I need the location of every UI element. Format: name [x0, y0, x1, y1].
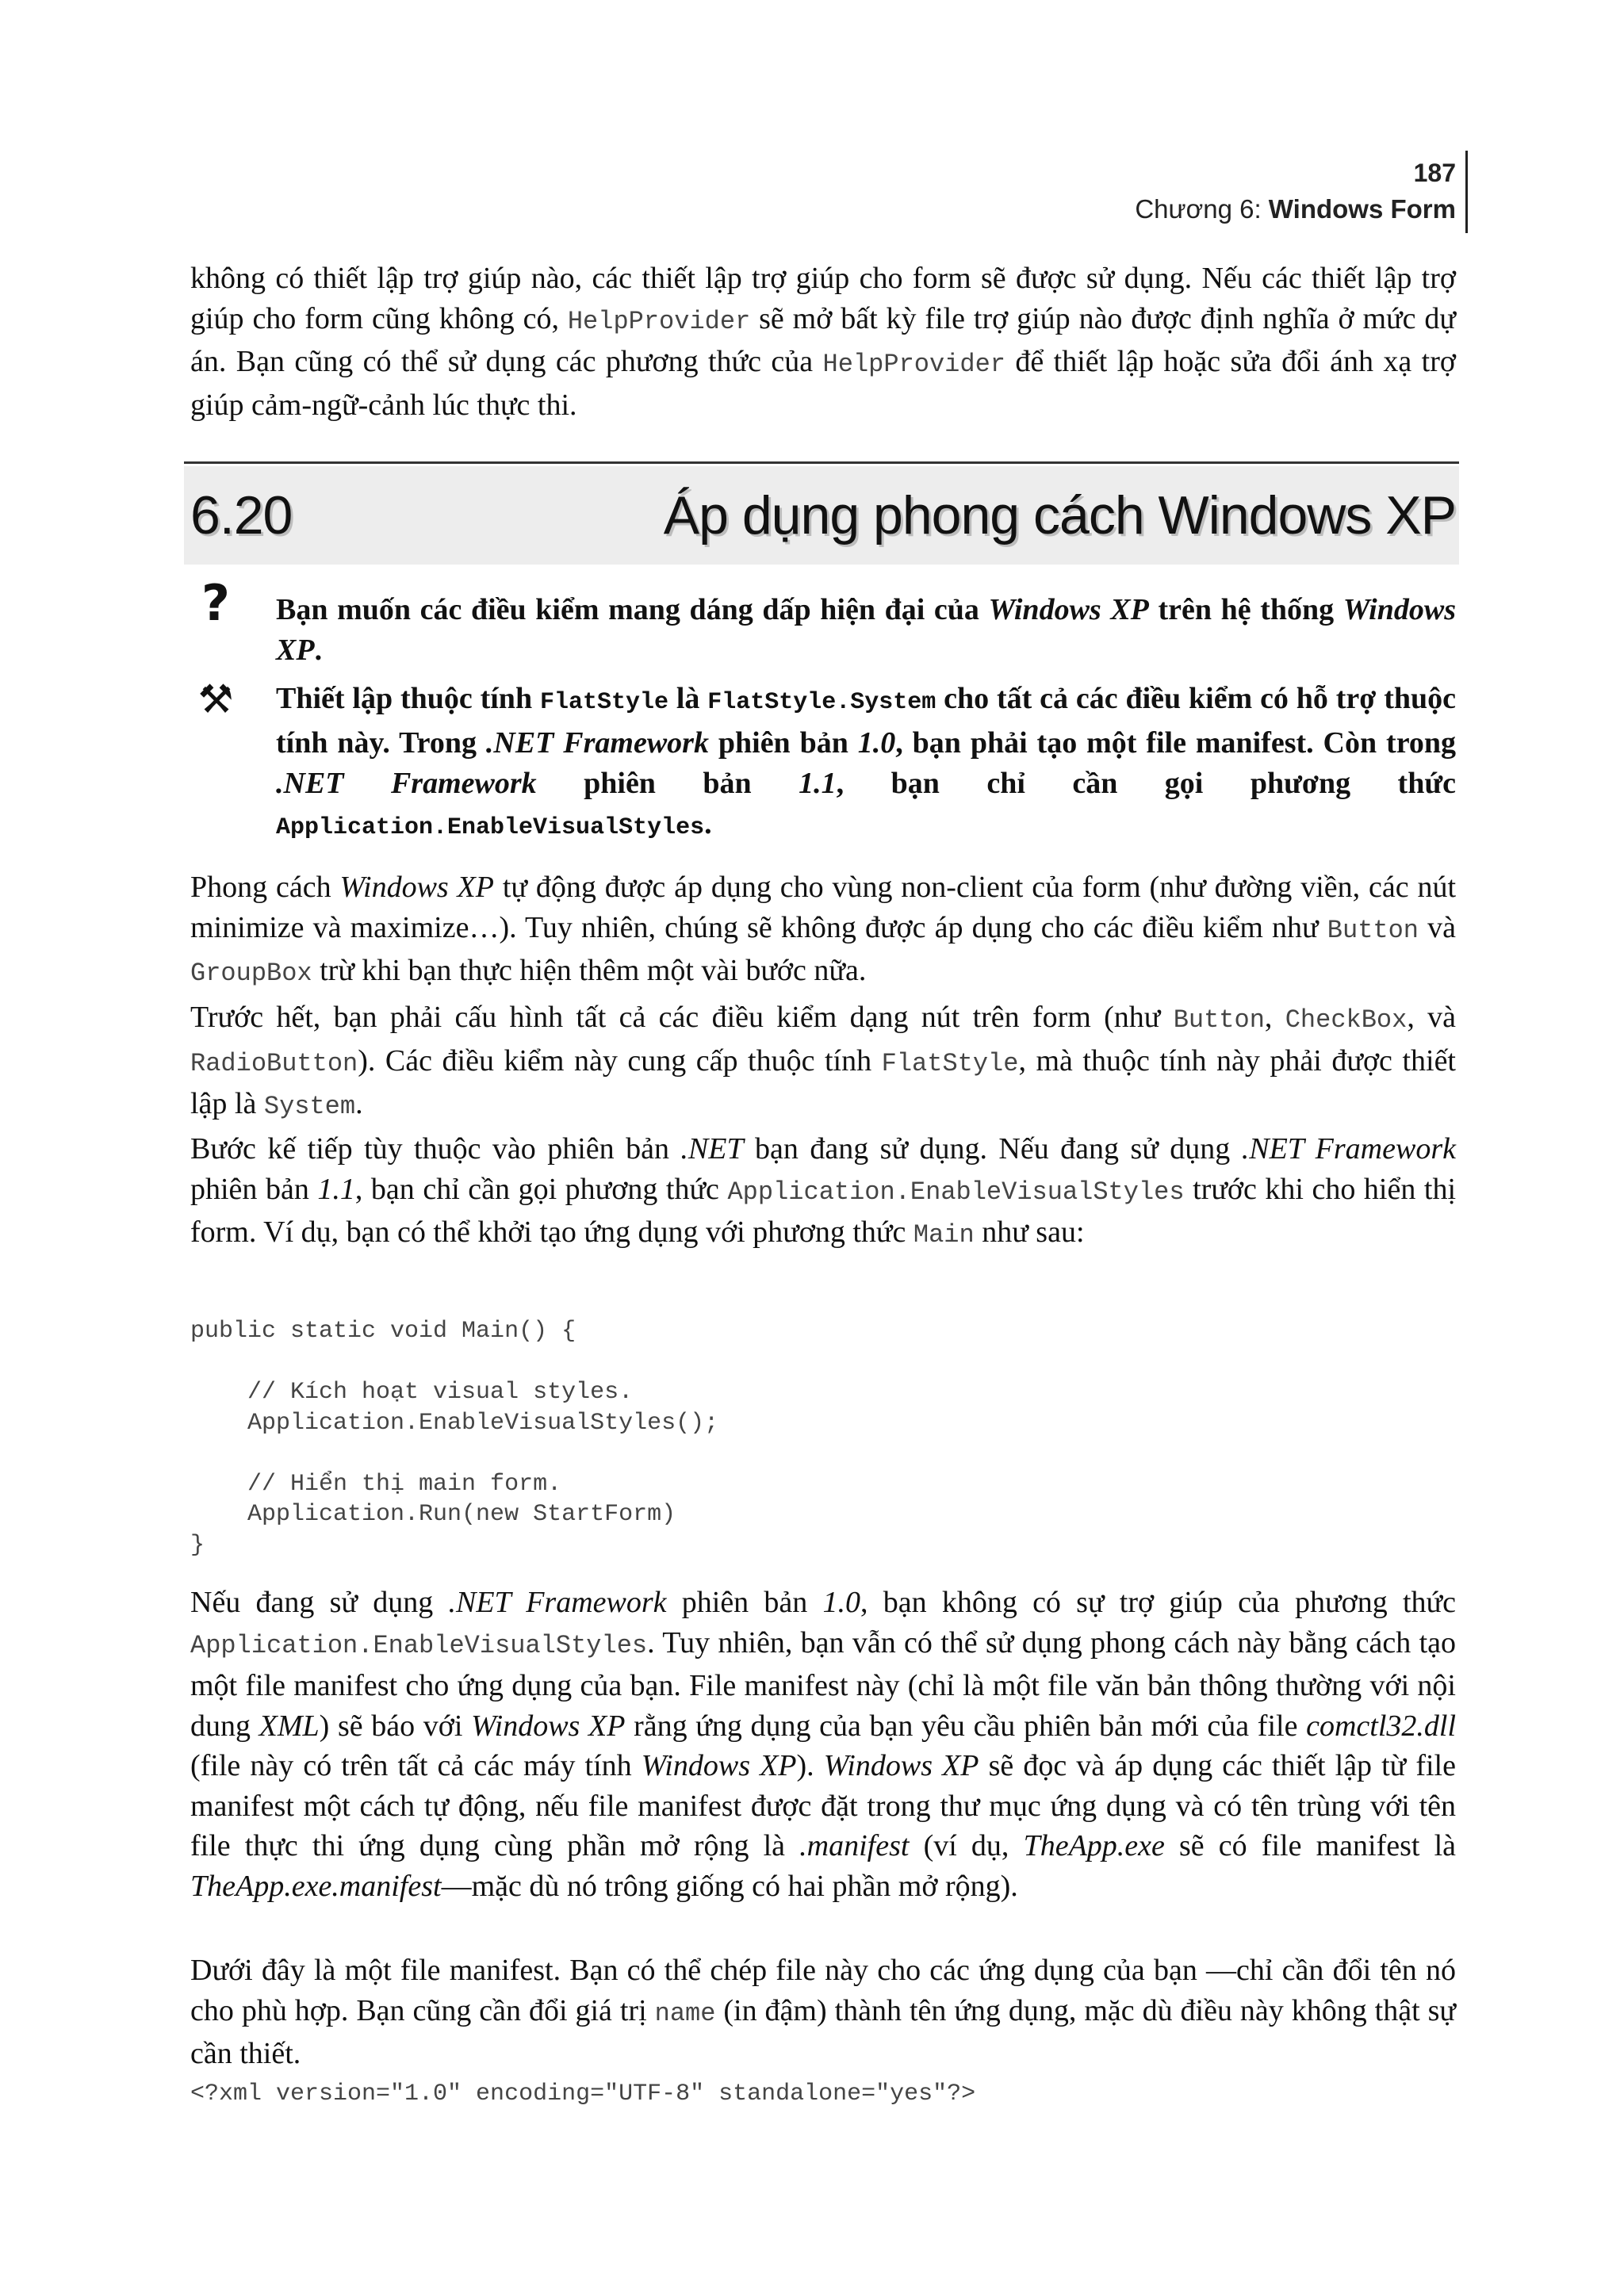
inline-code: FlatStyle.System: [707, 689, 936, 716]
text: .: [314, 634, 323, 667]
emphasis: Windows XP: [823, 1749, 979, 1782]
section-top-rule: [184, 461, 1459, 464]
header-divider: [1465, 151, 1468, 233]
text: trừ khi bạn thực hiện thêm một vài bước nữa.: [312, 954, 867, 987]
body-paragraph-5: [190, 1950, 1456, 2074]
text: , và: [1407, 1001, 1456, 1034]
emphasis: .NET Framework: [485, 726, 709, 760]
inline-code: name: [654, 1998, 716, 2028]
text: , bạn chỉ cần gọi phương thức: [354, 1172, 728, 1206]
text: rằng ứng dụng của bạn yêu cầu phiên bản mới của file: [625, 1709, 1307, 1743]
inline-code: FlatStyle: [881, 1048, 1019, 1078]
emphasis: 1.0: [857, 726, 896, 760]
emphasis: 1.1: [799, 767, 837, 800]
inline-code: RadioButton: [190, 1048, 358, 1078]
text: (ví dụ,: [909, 1829, 1024, 1862]
text: Bước kế tiếp tùy thuộc vào phiên bản: [190, 1132, 681, 1166]
inline-code: Main: [913, 1220, 975, 1250]
emphasis: Windows XP: [471, 1709, 626, 1743]
text: và: [1419, 910, 1456, 944]
chapter-prefix: Chương 6:: [1135, 194, 1269, 224]
running-header: [1135, 155, 1456, 228]
inline-code: Button: [1173, 1005, 1265, 1035]
emphasis: 1.1: [317, 1172, 355, 1206]
inline-code: HelpProvider: [822, 350, 1005, 379]
text: , bạn chỉ cần gọi phương thức: [836, 767, 1456, 800]
text: phiên bản: [666, 1586, 823, 1619]
text: sẽ đọc và áp dụng các thiết lập từ file manifest một cách tự động, nếu file manifest được đặt trong thư mục ứng dụng và có tên trùng với tên file thực thi ứng dụng cùng phần mở rộng là: [190, 1749, 1456, 1862]
text: (in đậm) thành tên ứng dụng, mặc dù điều này không thật sự cần thiết.: [190, 1993, 1456, 2070]
text: , bạn phải tạo một file manifest. Còn trong: [895, 726, 1457, 760]
emphasis: .NET: [680, 1132, 744, 1166]
text: cho tất cả các điều kiểm có hỗ trợ thuộc tính này. Trong: [276, 682, 1456, 760]
emphasis: Windows XP: [641, 1749, 797, 1782]
text: ). Các điều kiểm này cung cấp thuộc tính: [358, 1043, 882, 1078]
emphasis: .manifest: [799, 1829, 910, 1862]
text: Nếu đang sử dụng: [190, 1586, 449, 1619]
emphasis: .NET Framework: [1241, 1132, 1456, 1166]
inline-code: Button: [1327, 915, 1419, 945]
text: phiên bản: [536, 767, 799, 800]
solution-statement: [276, 679, 1456, 848]
text: ).: [796, 1749, 824, 1782]
text: như sau:: [974, 1215, 1085, 1249]
inline-code: Application.EnableVisualStyles: [190, 1630, 648, 1660]
body-paragraph-3: [190, 1129, 1456, 1256]
text: ,: [1264, 1001, 1285, 1034]
question-mark-icon: ?: [201, 574, 230, 632]
text: phiên bản: [708, 726, 858, 760]
code-block-manifest: <?xml version="1.0" encoding="UTF-8" standalone="yes"?>: [190, 2081, 976, 2107]
chapter-name: Windows Form: [1268, 194, 1456, 224]
text: sẽ mở bất kỳ file trợ giúp nào được định nghĩa ở mức dự án. Bạn cũng có thể sử dụng các phương thức của: [190, 301, 1456, 378]
section-number: 6.20: [190, 485, 293, 545]
emphasis: TheApp.exe: [1023, 1829, 1165, 1862]
code-block-main: public static void Main() { // Kích hoạt visual styles. Application.EnableVisualStyles(); // Hiển thị main form. Application.Run(new StartForm) }: [190, 1318, 719, 1559]
text: Bạn muốn các điều kiểm mang dáng dấp hiện đại của: [276, 593, 989, 626]
emphasis: Windows XP: [988, 593, 1149, 626]
text: ) sẽ báo với: [319, 1709, 472, 1743]
emphasis: 1.0: [822, 1586, 861, 1619]
emphasis: comctl32.dll: [1306, 1709, 1456, 1743]
text: sẽ có file manifest là: [1164, 1829, 1456, 1862]
page-number: 187: [1413, 159, 1456, 187]
body-paragraph-1: [190, 867, 1456, 994]
inline-code: Application.EnableVisualStyles: [727, 1177, 1185, 1207]
problem-statement: [276, 590, 1456, 671]
text: Trước hết, bạn phải cấu hình tất cả các điều kiểm dạng nút trên form (như: [190, 1001, 1174, 1034]
inline-code: System: [263, 1092, 356, 1121]
text: là: [668, 682, 708, 715]
intro-paragraph: [190, 258, 1456, 425]
inline-code: FlatStyle: [539, 689, 668, 716]
emphasis: .NET Framework: [448, 1586, 667, 1619]
text: phiên bản: [190, 1172, 318, 1206]
text: tự động được áp dụng cho vùng non-client của form (như đường viền, các nút minimize và maximize…). Tuy nhiên, chúng sẽ không được áp dụng cho các điều kiểm như: [190, 871, 1456, 944]
inline-code: Application.EnableVisualStyles: [276, 814, 705, 841]
text: . Tuy nhiên, bạn vẫn có thể sử dụng phong cách này bằng cách tạo một file manifest cho ứng dụng của bạn. File manifest này (chỉ là một file văn bản thông thường với nội dung: [190, 1625, 1456, 1743]
chapter-title: [1135, 190, 1456, 228]
text: để thiết lập hoặc sửa đổi ánh xạ trợ giúp cảm-ngữ-cảnh lúc thực thi.: [190, 345, 1456, 422]
emphasis: XML: [259, 1709, 320, 1743]
body-paragraph-2: [190, 997, 1456, 1127]
text: .: [704, 807, 712, 840]
inline-code: HelpProvider: [567, 306, 751, 336]
text: , bạn không có sự trợ giúp của phương thức: [860, 1586, 1456, 1619]
text: (file này có trên tất cả các máy tính: [190, 1749, 642, 1782]
section-title: Áp dụng phong cách Windows XP: [663, 485, 1456, 545]
tools-icon: ⚒: [197, 676, 234, 722]
text: , mà thuộc tính này phải được thiết lập là: [190, 1043, 1456, 1120]
text: Phong cách: [190, 871, 340, 904]
text: Thiết lập thuộc tính: [276, 682, 540, 715]
emphasis: Windows XP: [276, 593, 1456, 667]
text: bạn đang sử dụng. Nếu đang sử dụng: [743, 1132, 1242, 1166]
text: không có thiết lập trợ giúp nào, các thiết lập trợ giúp cho form sẽ được sử dụng. Nếu các thiết lập trợ giúp cho form cũng không có,: [190, 262, 1456, 335]
emphasis: Windows XP: [339, 871, 494, 904]
text: .: [355, 1087, 363, 1120]
text: trên hệ thống: [1148, 593, 1343, 626]
inline-code: GroupBox: [190, 959, 312, 988]
emphasis: TheApp.exe.manifest: [190, 1869, 442, 1903]
text: trước khi cho hiển thị form. Ví dụ, bạn có thể khởi tạo ứng dụng với phương thức: [190, 1172, 1457, 1249]
body-paragraph-4: [190, 1583, 1456, 1906]
text: Dưới đây là một file manifest. Bạn có thể chép file này cho các ứng dụng của bạn —chỉ cần đổi tên nó cho phù hợp. Bạn cũng cần đổi giá trị: [190, 1954, 1456, 2027]
inline-code: CheckBox: [1285, 1005, 1408, 1035]
emphasis: .NET Framework: [276, 767, 537, 800]
text: —mặc dù nó trông giống có hai phần mở rộng).: [441, 1869, 1018, 1903]
